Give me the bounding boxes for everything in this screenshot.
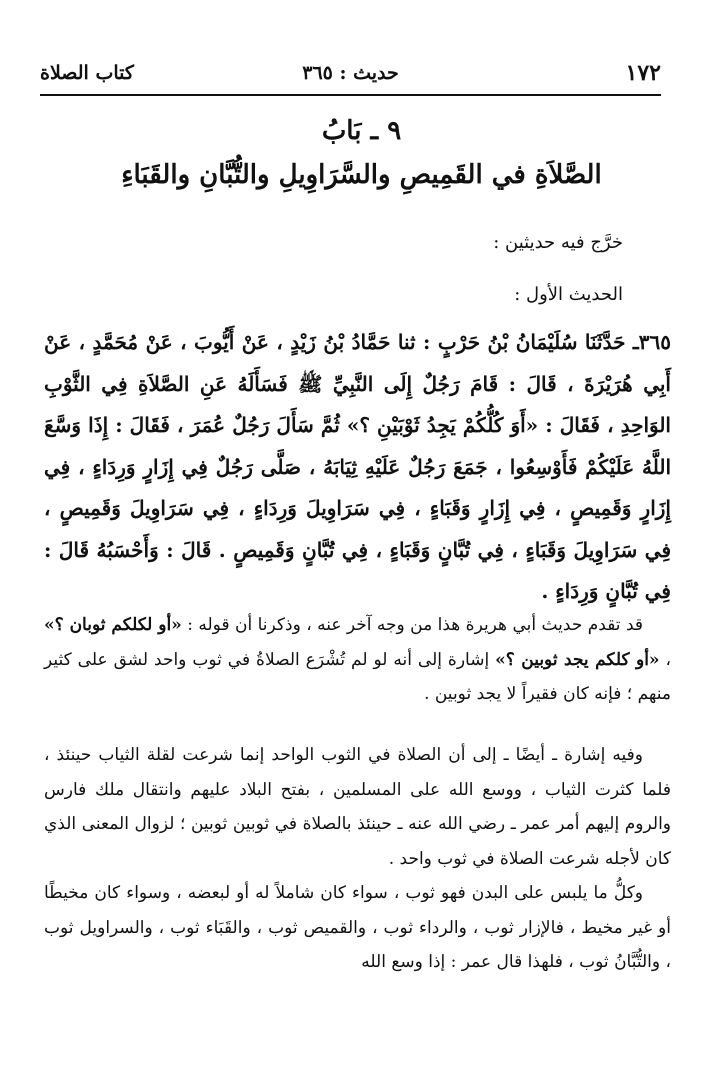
separator: ، [665, 649, 672, 670]
intro-heading: الحديث الأول : [514, 284, 623, 305]
intro-line: خرَّج فيه حديثين : [493, 232, 623, 253]
page-number: ١٧٢ [625, 60, 661, 86]
running-header [40, 58, 661, 96]
quoted-phrase: «أو كلكم يجد ثوبين ؟» [495, 649, 660, 670]
commentary-paragraph: وكلُّ ما يلبس على البدن فهو ثوب ، سواء كان شاملاً له أو لبعضه ، وسواء كان مخيطًا أو غير مخيط ، فالإزار ثوب ، والرداء ثوب ، والقميص ثوب ، والقَبَاء ثوب ، والسراويل ثوب ، والتُّبَّانُ ثوب ، فلهذا قال عمر : إذا وسع الله [44, 883, 671, 972]
paragraph-text: قد تقدم حديث أبي هريرة هذا من وجه آخر عنه ، وذكرنا أن قوله : [187, 615, 643, 635]
hadith-number: ٣٦٥ [638, 330, 671, 354]
commentary-paragraph: وفيه إشارة ـ أيضًا ـ إلى أن الصلاة في الثوب الواحد إنما شرعت لقلة الثياب حينئذ ، فلما كثرت الثياب ، ووسع الله على المسلمين ، بفتح البلاد عليهم وانتقال ملك فارس والروم إليهم أمر عمر ـ رضي الله عنه ـ حينئذ بالصلاة في ثوبين ثوبين ؛ لزوال المعنى الذي كان لأجله شرعت الصلاة في ثوب واحد . [44, 745, 671, 869]
chapter-number: ٩ ـ بَابُ [321, 116, 402, 146]
paragraph-text: إشارة إلى أنه لو لم تُشْرَع الصلاةُ في ثوب واحد لشق على كثير منهم ؛ فإنه كان فقيراً لا يجد ثوبين . [44, 649, 671, 704]
chapter-title: الصَّلاَةِ في القَمِيصِ والسَّرَاوِيلِ والتُّبَّانِ والقَبَاءِ [121, 160, 602, 190]
header-hadith-number: حديث : ٣٦٥ [302, 62, 399, 84]
hadith-body: ـ حَدَّثَنَا سُلَيْمَانُ بْنُ حَرْبٍ : ثنا حَمَّادُ بْنُ زَيْدٍ ، عَنْ أَيُّوبَ ، عَنْ مُحَمَّدٍ ، عَنْ أَبِي هُرَيْرَةَ ، قَالَ : قَامَ رَجُلٌ إِلَى النَّبِيِّ ﷺ فَسَأَلَهُ عَنِ الصَّلاَةِ فِي الثَّوْبِ الوَاحِدِ ، فَقَالَ : «أَوَ كُلُّكُمْ يَجِدُ ثَوْبَيْنِ ؟» ثُمَّ سَأَلَ رَجُلٌ عُمَرَ ، فَقَالَ : إِذَا وَسَّعَ اللَّهُ عَلَيْكُمْ فَأَوْسِعُوا ، جَمَعَ رَجُلٌ عَلَيْهِ ثِيَابَهُ ، صَلَّى رَجُلٌ فِي إِزَارٍ وَرِدَاءٍ ، فِي إِزَارٍ وَقَمِيصٍ ، فِي إِزَارٍ وَقَبَاءٍ ، فِي سَرَاوِيلَ وَرِدَاءٍ ، فِي سَرَاوِيلَ وَقَمِيصٍ ، فِي سَرَاوِيلَ وَقَبَاءٍ ، فِي تُبَّانٍ وَقَبَاءٍ ، فِي تُبَّانٍ وَقَمِيصٍ . قَالَ : وَأَحْسَبُهُ قَالَ : فِي تُبَّانٍ وَرِدَاءٍ . [44, 330, 672, 603]
header-book-title: كتاب الصلاة [40, 62, 134, 84]
quoted-phrase: «أو لكلكم ثوبان ؟» [44, 615, 182, 635]
hadith-text [44, 322, 671, 613]
commentary-paragraph [44, 608, 671, 712]
